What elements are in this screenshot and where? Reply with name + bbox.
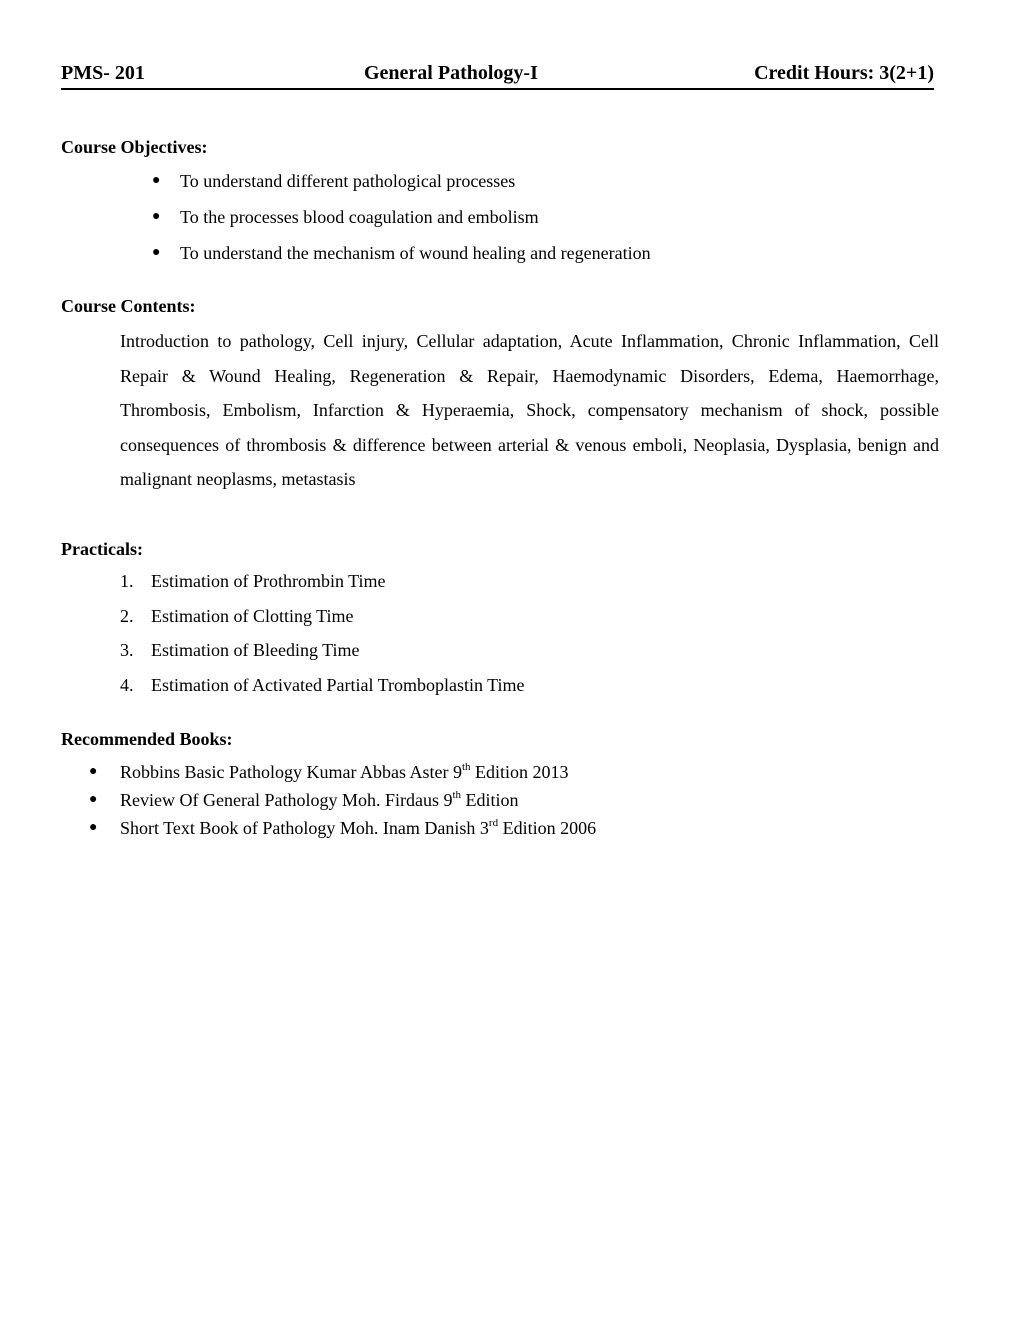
book-edition: Edition 2013 [470, 762, 569, 782]
bullet-icon: ● [152, 209, 161, 224]
credit-hours: Credit Hours: 3(2+1) [754, 62, 934, 84]
book-edition: Edition 2006 [498, 818, 597, 838]
course-code: PMS- 201 [61, 62, 145, 84]
list-item [89, 818, 596, 846]
contents-paragraph: Introduction to pathology, Cell injury, Cellular adaptation, Acute Inflammation, Chronic Inflammation, Cell Repair & Wound Healing, Regeneration & Repair, Haemodynamic Disorders, Edema, Haemorrhage, Thrombosis, Embolism, Infarction & Hyperaemia, Shock, compensatory mechanism of shock, possible consequences of thrombosis & difference between arterial & venous emboli, Neoplasia, Dysplasia, benign and malignant neoplasms, metastasis [120, 331, 939, 490]
list-item [120, 675, 525, 710]
practical-text: Estimation of Bleeding Time [151, 640, 360, 661]
list-item [89, 790, 596, 818]
bullet-icon: ● [152, 245, 161, 260]
bullet-icon: ● [152, 173, 161, 188]
objective-text: To understand different pathological processes [180, 171, 516, 191]
course-header [61, 60, 934, 90]
bullet-icon: ● [89, 792, 98, 807]
bullet-icon: ● [89, 764, 98, 779]
list-item [89, 762, 596, 790]
item-number: 1. [120, 571, 134, 591]
practicals-list [120, 571, 525, 709]
books-list [89, 762, 596, 846]
list-item [120, 640, 525, 675]
ordinal-suffix: th [461, 761, 471, 773]
item-number: 3. [120, 640, 134, 661]
list-item [152, 171, 651, 207]
practicals-heading: Practicals: [61, 539, 143, 559]
book-title: Short Text Book of Pathology Moh. Inam Danish 3 [120, 818, 489, 838]
ordinal-suffix: rd [488, 817, 499, 829]
objectives-heading: Course Objectives: [61, 137, 208, 157]
contents-heading: Course Contents: [61, 296, 196, 316]
book-title: Review Of General Pathology Moh. Firdaus 9 [120, 790, 453, 810]
list-item [152, 207, 651, 243]
book-title: Robbins Basic Pathology Kumar Abbas Aster 9 [120, 762, 462, 782]
item-number: 4. [120, 674, 134, 695]
objective-text: To the processes blood coagulation and embolism [180, 207, 539, 227]
list-item [152, 243, 651, 279]
list-item [120, 606, 525, 641]
ordinal-suffix: th [452, 789, 462, 801]
objectives-list [152, 171, 651, 279]
books-heading: Recommended Books: [61, 729, 233, 749]
course-title: General Pathology-I [364, 62, 538, 84]
practical-text: Estimation of Activated Partial Tromboplastin Time [151, 674, 525, 695]
objective-text: To understand the mechanism of wound healing and regeneration [180, 243, 651, 263]
practical-text: Estimation of Clotting Time [151, 605, 354, 626]
bullet-icon: ● [89, 820, 98, 835]
practical-text: Estimation of Prothrombin Time [151, 571, 386, 591]
list-item [120, 571, 525, 606]
item-number: 2. [120, 605, 134, 626]
book-edition: Edition [461, 790, 519, 810]
